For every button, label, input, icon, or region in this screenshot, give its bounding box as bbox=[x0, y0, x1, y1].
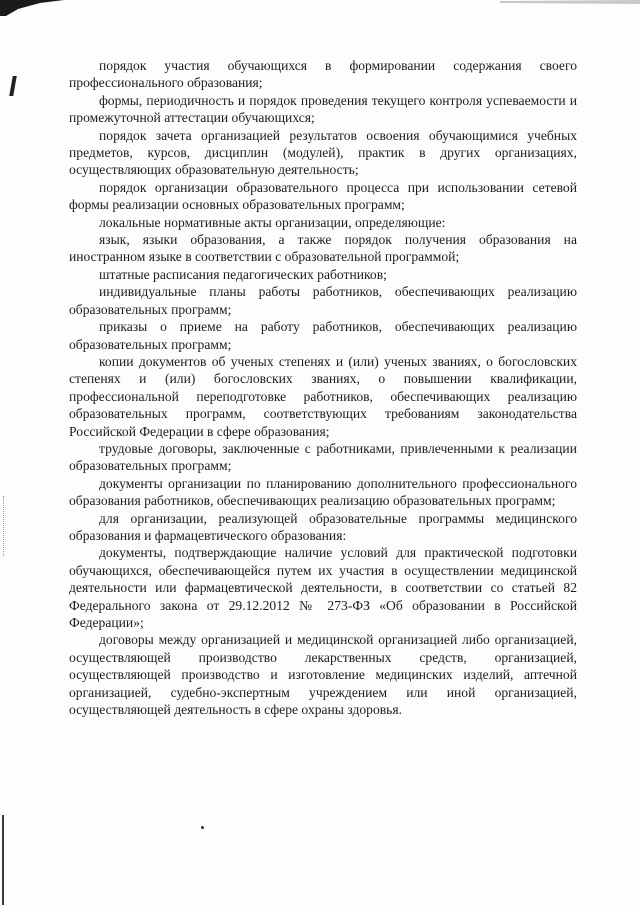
scan-artifact-mark bbox=[9, 76, 17, 96]
paragraph: локальные нормативные акты организации, определяющие: bbox=[99, 214, 446, 230]
paragraph: язык, языки образования, а также порядок получения образования на иностранном языке в соответствии с образовательной программой; bbox=[69, 232, 577, 265]
paragraph: копии документов об ученых степенях и (или) ученых званиях, о богословских степенях и (или) богословских званиях, о повышении квалификации, профессиональной переподготовке работников, обеспечивающих реализацию образовательных программ, соответствующих требованиям законодательства Российской Федерации в сфере образования; bbox=[69, 353, 577, 439]
document-body bbox=[69, 57, 577, 718]
scan-artifact-edge bbox=[2, 815, 4, 905]
scan-artifact-corner bbox=[0, 0, 64, 16]
paragraph: договоры между организацией и медицинской организацией либо организацией, осуществляющей производство лекарственных средств, организацией, осуществляющей производство и изготовление медицинских изделий, аптечной организацией, судебно-экспертным учреждением или иной организацией, осуществляющей деятельность в сфере охраны здоровья. bbox=[69, 632, 577, 718]
scan-artifact-speck bbox=[201, 826, 204, 829]
paragraph: трудовые договоры, заключенные с работниками, привлеченными к реализации образовательных программ; bbox=[69, 440, 577, 474]
paragraph: документы, подтверждающие наличие условий для практической подготовки обучающихся, обеспечивающейся путем их участия в осуществлении медицинской деятельности или фармацевтической деятельности, в соответствии со статьей 82 Федерального закона от 29.12.2012 № 273-ФЗ «Об образовании в Российской Федерации»; bbox=[69, 545, 577, 630]
paragraph: индивидуальные планы работы работников, обеспечивающих реализацию образовательных программ; bbox=[69, 284, 577, 317]
paragraph: порядок участия обучающихся в формировании содержания своего профессионального образования; bbox=[69, 58, 577, 91]
paragraph: штатные расписания педагогических работников; bbox=[99, 266, 387, 282]
scan-artifact-dots bbox=[3, 496, 6, 556]
paragraph: порядок зачета организацией результатов освоения обучающимися учебных предметов, курсов, дисциплин (модулей), практик в других организациях, осуществляющих образовательную деятельность; bbox=[69, 127, 577, 178]
scan-artifact-top-edge bbox=[500, 0, 640, 5]
paragraph: формы, периодичность и порядок проведения текущего контроля успеваемости и промежуточной аттестации обучающихся; bbox=[69, 92, 577, 126]
paragraph: приказы о приеме на работу работников, обеспечивающих реализацию образовательных программ; bbox=[69, 319, 577, 352]
paragraph: порядок организации образовательного процесса при использовании сетевой формы реализации основных образовательных программ; bbox=[69, 179, 577, 213]
paragraph: документы организации по планированию дополнительного профессионального образования работников, обеспечивающих реализацию образовательных программ; bbox=[69, 475, 577, 509]
paragraph: для организации, реализующей образовательные программы медицинского образования и фармацевтического образования: bbox=[69, 510, 577, 543]
